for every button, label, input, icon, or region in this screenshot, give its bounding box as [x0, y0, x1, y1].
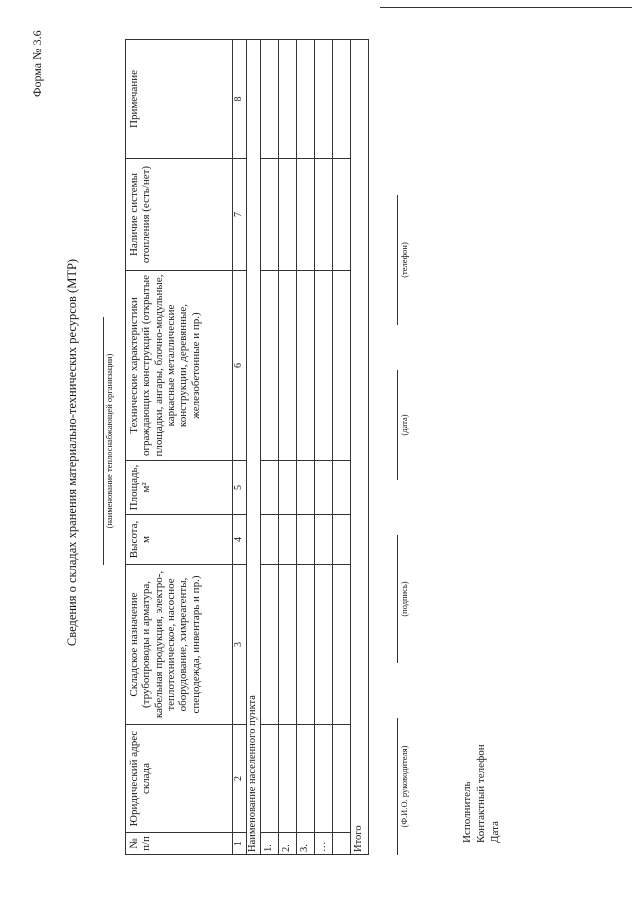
row-number: …: [315, 833, 333, 855]
total-label: Итого: [351, 40, 369, 855]
table-row: [279, 40, 297, 855]
table-cell[interactable]: [297, 271, 315, 461]
table-cell[interactable]: [315, 40, 333, 159]
date-label: Дата: [489, 821, 501, 843]
table-cell[interactable]: [261, 159, 279, 271]
table-cell[interactable]: [261, 565, 279, 725]
header-tech-characteristics: Технические характеристики ограждающих конструкций (открытые площадки, ангары, блочно-модульные, каркасные металлические конструкции, деревянные, железобетонные и пр.): [126, 271, 233, 461]
table-cell[interactable]: [279, 40, 297, 159]
table-cell[interactable]: [333, 515, 351, 565]
header-note: Примечание: [126, 40, 233, 159]
table-cell[interactable]: [279, 725, 297, 833]
table-cell[interactable]: [261, 515, 279, 565]
column-number: 6: [233, 271, 247, 461]
name-signature-line: [397, 718, 398, 855]
document-title: Сведения о складах хранения материально-технических ресурсов (МТР): [65, 258, 79, 647]
table-row: [315, 40, 333, 855]
date-signature-line: [397, 370, 398, 480]
sign-caption: (подпись): [399, 581, 409, 617]
warehouse-table: [125, 39, 369, 855]
section-label: Наименование населенного пункта: [247, 40, 261, 855]
table-cell[interactable]: [261, 461, 279, 515]
table-cell[interactable]: [297, 461, 315, 515]
column-number: 5: [233, 461, 247, 515]
table-cell[interactable]: [297, 40, 315, 159]
table-cell[interactable]: [279, 515, 297, 565]
organization-caption: (наименование теплоснабжающей организации): [104, 353, 114, 529]
total-row: [351, 40, 369, 855]
table-cell[interactable]: [333, 40, 351, 159]
table-cell[interactable]: [279, 271, 297, 461]
sign-signature-line: [397, 535, 398, 663]
header-storage-purpose: Складское назначение (трубопроводы и арматура, кабельная продукция, электро-, теплотехническое, насосное оборудование, химреагенты, спецодежда, инвентарь и пр.): [126, 565, 233, 725]
row-number: 1.: [261, 833, 279, 855]
header-legal-address: Юридический адрес склада: [126, 725, 233, 833]
name-caption: (Ф.И.О. руководителя): [399, 745, 409, 828]
table-cell[interactable]: [315, 515, 333, 565]
phone-signature-line: [397, 195, 398, 325]
table-cell[interactable]: [315, 271, 333, 461]
table-cell[interactable]: [315, 461, 333, 515]
header-number: № п/п: [126, 833, 233, 855]
section-row: [247, 40, 261, 855]
form-number: Форма № 3.6: [30, 30, 44, 97]
table-cell[interactable]: [333, 271, 351, 461]
table-cell[interactable]: [279, 565, 297, 725]
table-cell[interactable]: [333, 461, 351, 515]
table-cell[interactable]: [333, 725, 351, 833]
table-cell[interactable]: [261, 725, 279, 833]
footer-block: [460, 744, 502, 843]
column-number: 4: [233, 515, 247, 565]
table-cell[interactable]: [279, 461, 297, 515]
table-cell[interactable]: [333, 159, 351, 271]
header-heating: Наличие системы отопления (есть/нет): [126, 159, 233, 271]
contact-phone-label: Контактный телефон: [475, 744, 487, 843]
date-caption: (дата): [399, 414, 409, 436]
table-cell[interactable]: [261, 271, 279, 461]
table-row: [261, 40, 279, 855]
table-cell[interactable]: [297, 159, 315, 271]
header-height: Высота, м: [126, 515, 233, 565]
column-number: 2: [233, 725, 247, 833]
row-number: 3.: [297, 833, 315, 855]
table-cell[interactable]: [279, 159, 297, 271]
row-number: 2.: [279, 833, 297, 855]
column-number-row: [233, 40, 247, 855]
table-cell[interactable]: [297, 565, 315, 725]
table-cell[interactable]: [261, 40, 279, 159]
table-cell[interactable]: [315, 159, 333, 271]
table-cell[interactable]: [315, 565, 333, 725]
header-row: [126, 40, 233, 855]
column-number: 8: [233, 40, 247, 159]
table-row: [297, 40, 315, 855]
table-cell[interactable]: [315, 725, 333, 833]
column-number: 7: [233, 159, 247, 271]
column-number: 3: [233, 565, 247, 725]
table-cell[interactable]: [297, 725, 315, 833]
phone-caption: (телефон): [399, 242, 409, 278]
column-number: 1: [233, 833, 247, 855]
row-number: [333, 833, 351, 855]
table-cell[interactable]: [333, 565, 351, 725]
header-area: Площадь, м²: [126, 461, 233, 515]
table-row: [333, 40, 351, 855]
table-cell[interactable]: [297, 515, 315, 565]
executor-label: Исполнитель: [461, 781, 473, 843]
